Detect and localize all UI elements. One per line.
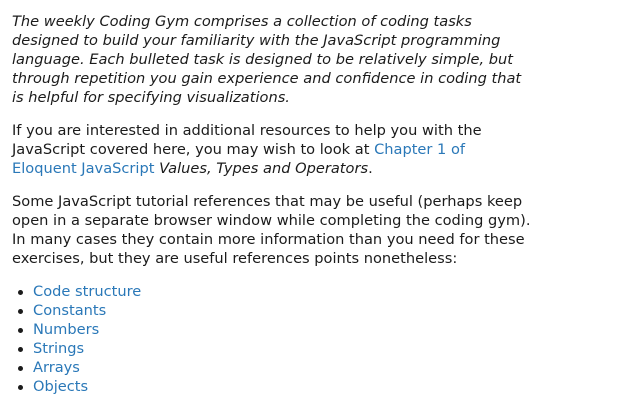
numbers-link[interactable]: Numbers [33,321,100,338]
article-content [12,12,534,396]
resources-text: If you are interested in additional resources to help you with the JavaScript covered here, you may wish to look at [12,122,482,158]
list-item [33,282,534,301]
objects-link[interactable]: Objects [33,378,89,395]
eloquent-javascript-link[interactable]: Chapter 1 of Eloquent JavaScript [12,141,466,177]
list-item [33,320,534,339]
reference-links-list [12,282,534,396]
resources-paragraph [12,121,534,178]
resources-emphasis: Values, Types and Operators [159,160,369,177]
list-item [33,358,534,377]
arrays-link[interactable]: Arrays [33,359,80,376]
resources-period: . [368,160,373,177]
list-item [33,339,534,358]
references-paragraph: Some JavaScript tutorial references that may be useful (perhaps keep open in a separate browser window while completing the coding gym). In many cases they contain more information than you need for these exercises, but they are useful references points nonetheless: [12,193,531,267]
list-item [33,377,534,396]
strings-link[interactable]: Strings [33,340,85,357]
intro-paragraph: The weekly Coding Gym comprises a collection of coding tasks designed to build your familiarity with the JavaScript programming language. Each bulleted task is designed to be relatively simple, but through repetition you gain experience and confidence in coding that is helpful for specifying visualizations. [12,13,522,106]
constants-link[interactable]: Constants [33,302,107,319]
list-item [33,301,534,320]
code-structure-link[interactable]: Code structure [33,283,142,300]
